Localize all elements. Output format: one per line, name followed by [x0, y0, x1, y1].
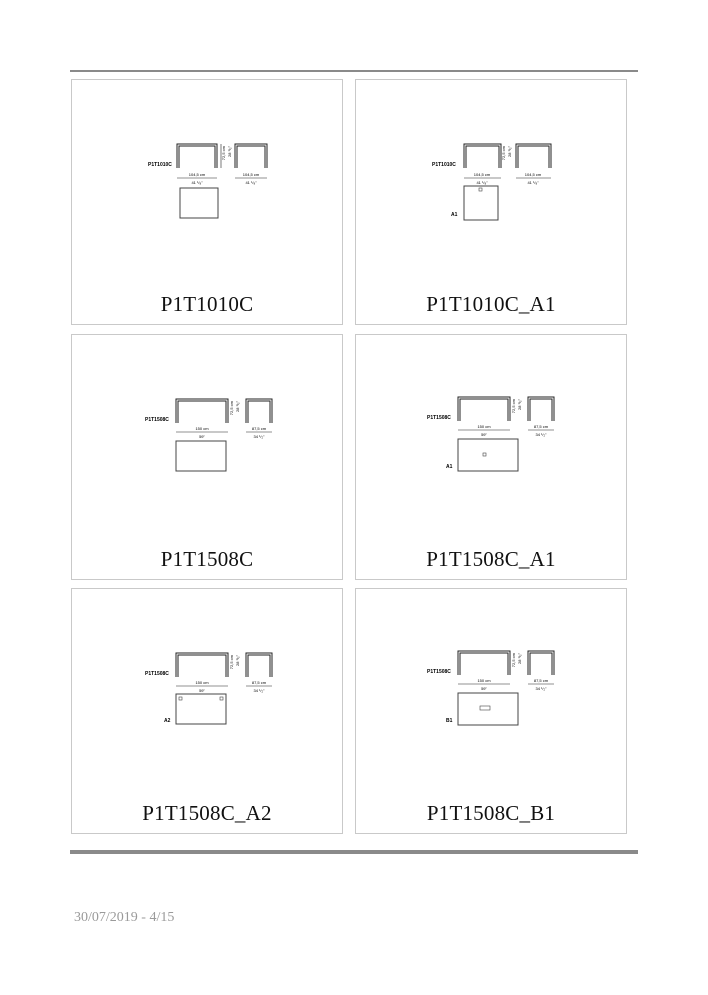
- front-elevation: [464, 144, 501, 168]
- cable-outlet-left: [179, 697, 182, 700]
- svg-text:28 ¹/₂": 28 ¹/₂": [227, 146, 232, 157]
- technical-drawing: [356, 589, 628, 789]
- svg-text:41 ¹/₈": 41 ¹/₈": [245, 180, 257, 185]
- technical-drawing: [72, 335, 344, 535]
- cable-outlet: [479, 188, 482, 191]
- front-elevation: [458, 651, 510, 675]
- product-card-p1t1010c-a1: [355, 79, 627, 325]
- svg-text:72,5 cm: 72,5 cm: [229, 401, 234, 416]
- svg-text:150 cm: 150 cm: [477, 424, 491, 429]
- svg-text:28 ¹/₂": 28 ¹/₂": [235, 655, 240, 666]
- side-elevation: [528, 397, 554, 421]
- product-code-label: P1T1508C: [145, 417, 169, 423]
- svg-text:87,5 cm: 87,5 cm: [533, 678, 549, 683]
- variant-label: A1: [451, 212, 458, 218]
- product-card-p1t1010c: [71, 79, 343, 325]
- svg-text:72,5 cm: 72,5 cm: [221, 146, 226, 161]
- svg-text:59": 59": [481, 432, 487, 437]
- svg-text:28 ¹/₂": 28 ¹/₂": [517, 399, 522, 410]
- product-caption: P1T1508C_A2: [142, 801, 272, 825]
- svg-text:72,5 cm: 72,5 cm: [501, 146, 506, 161]
- svg-text:59": 59": [481, 686, 487, 691]
- variant-label: A2: [164, 718, 171, 724]
- technical-drawing: [72, 589, 344, 789]
- product-code-label: P1T1010C: [148, 162, 172, 168]
- cable-outlet: [483, 453, 486, 456]
- variant-label: B1: [446, 718, 453, 724]
- front-elevation: [458, 397, 510, 421]
- product-code-label: P1T1508C: [145, 671, 169, 677]
- footer-date-page: 30/07/2019 - 4/15: [74, 910, 175, 925]
- product-card-p1t1508c-a2: [71, 588, 343, 834]
- svg-text:150 cm: 150 cm: [195, 680, 209, 685]
- variant-label: A1: [446, 464, 453, 470]
- svg-text:72,5 cm: 72,5 cm: [511, 653, 516, 668]
- svg-text:59": 59": [199, 434, 205, 439]
- front-elevation: [176, 653, 228, 677]
- cable-outlet-right: [220, 697, 223, 700]
- top-view: [458, 439, 518, 471]
- svg-text:59": 59": [199, 688, 205, 693]
- svg-text:34 ¹/₂": 34 ¹/₂": [253, 688, 265, 693]
- svg-text:87,5 cm: 87,5 cm: [251, 426, 267, 431]
- bottom-rule: [70, 850, 638, 854]
- front-elevation: [177, 144, 217, 168]
- technical-drawing: [72, 80, 344, 280]
- product-card-p1t1508c: [71, 334, 343, 580]
- svg-text:150 cm: 150 cm: [477, 678, 491, 683]
- product-grid: [71, 79, 629, 836]
- svg-text:150 cm: 150 cm: [195, 426, 209, 431]
- svg-text:87,5 cm: 87,5 cm: [251, 680, 267, 685]
- product-code-label: P1T1508C: [427, 415, 451, 421]
- product-caption: P1T1508C_A1: [426, 547, 556, 571]
- product-caption: P1T1010C: [160, 292, 254, 316]
- svg-text:104,5 cm: 104,5 cm: [242, 172, 260, 177]
- product-caption: P1T1508C: [160, 547, 254, 571]
- product-code-label: P1T1508C: [427, 669, 451, 675]
- svg-text:87,5 cm: 87,5 cm: [533, 424, 549, 429]
- svg-text:104,5 cm: 104,5 cm: [188, 172, 206, 177]
- svg-text:34 ¹/₂": 34 ¹/₂": [535, 432, 547, 437]
- technical-drawing: [356, 335, 628, 535]
- side-elevation: [516, 144, 551, 168]
- svg-text:104,5 cm: 104,5 cm: [473, 172, 491, 177]
- technical-drawing: [356, 80, 628, 280]
- svg-text:41 ¹/₈": 41 ¹/₈": [191, 180, 203, 185]
- svg-text:34 ¹/₂": 34 ¹/₂": [253, 434, 265, 439]
- side-elevation: [246, 653, 272, 677]
- front-elevation: [176, 399, 228, 423]
- product-card-p1t1508c-a1: [355, 334, 627, 580]
- svg-text:41 ¹/₈": 41 ¹/₈": [476, 180, 488, 185]
- product-caption: P1T1508C_B1: [426, 801, 556, 825]
- top-view: [458, 693, 518, 725]
- side-elevation: [246, 399, 272, 423]
- svg-text:28 ¹/₂": 28 ¹/₂": [507, 146, 512, 157]
- svg-text:72,5 cm: 72,5 cm: [511, 399, 516, 414]
- product-card-p1t1508c-b1: [355, 588, 627, 834]
- svg-text:41 ¹/₈": 41 ¹/₈": [527, 180, 539, 185]
- top-rule: [70, 70, 638, 72]
- svg-text:72,5 cm: 72,5 cm: [229, 655, 234, 670]
- svg-text:28 ¹/₂": 28 ¹/₂": [517, 653, 522, 664]
- svg-text:104,5 cm: 104,5 cm: [524, 172, 542, 177]
- top-view: [180, 188, 218, 218]
- side-elevation: [528, 651, 554, 675]
- top-view: [176, 441, 226, 471]
- top-view: [176, 694, 226, 724]
- svg-text:28 ¹/₂": 28 ¹/₂": [235, 401, 240, 412]
- product-caption: P1T1010C_A1: [426, 292, 556, 316]
- product-code-label: P1T1010C: [432, 162, 456, 168]
- cable-flap: [480, 706, 490, 710]
- svg-text:34 ¹/₂": 34 ¹/₂": [535, 686, 547, 691]
- side-elevation: [235, 144, 267, 168]
